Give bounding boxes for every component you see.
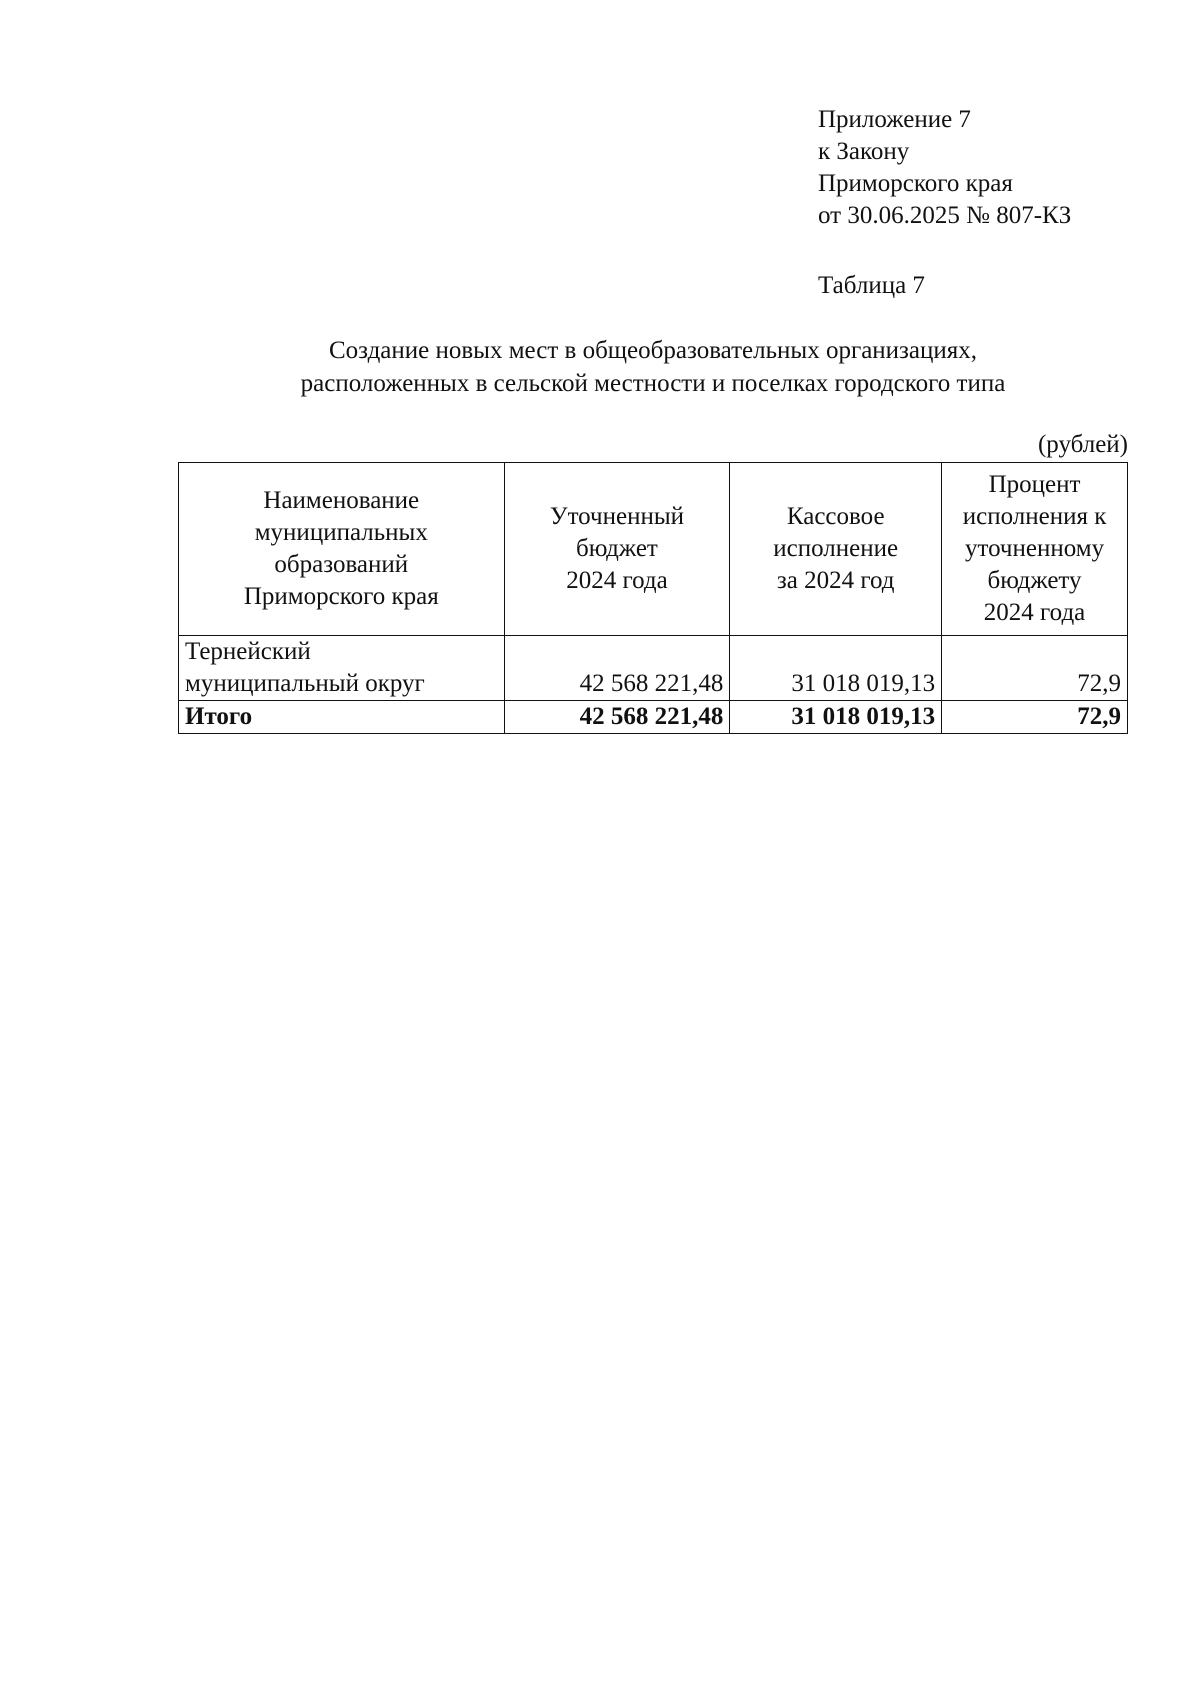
total-percent-cell: 72,9 [942, 701, 1128, 734]
total-execution-cell: 31 018 019,13 [730, 701, 942, 734]
title-line: расположенных в сельской местности и поселках городского типа [300, 370, 1006, 397]
header-text: муниципальных [254, 519, 428, 546]
header-text: 2024 года [983, 599, 1086, 626]
appendix-line: к Закону [818, 138, 910, 165]
title-line: Создание новых мест в общеобразовательных организациях, [328, 337, 978, 364]
header-text: Процент [988, 471, 1081, 498]
header-text: исполнение [773, 535, 899, 562]
header-text: бюджету [987, 567, 1082, 594]
percent-cell: 72,9 [942, 636, 1128, 701]
header-text: образований [274, 551, 409, 578]
document-title [178, 334, 1128, 400]
table-number: Таблица 7 [818, 272, 925, 299]
appendix-line: Приложение 7 [818, 106, 971, 133]
budget-table [178, 462, 1128, 734]
municipality-name: муниципальный округ [185, 670, 425, 697]
total-label: Итого [179, 701, 505, 734]
units-note: (рублей) [1037, 431, 1128, 458]
execution-cell: 31 018 019,13 [730, 636, 942, 701]
appendix-reference [818, 104, 1071, 232]
header-text: бюджет [576, 535, 658, 562]
municipality-name: Тернейский [185, 638, 311, 665]
table-header-row [179, 463, 1128, 636]
header-text: 2024 года [566, 567, 668, 594]
header-budget [504, 463, 730, 636]
appendix-line: от 30.06.2025 № 807-КЗ [818, 202, 1072, 229]
header-text: Наименование [263, 487, 420, 514]
header-text: исполнения к [962, 503, 1107, 530]
header-text: Приморского края [243, 583, 439, 610]
budget-cell: 42 568 221,48 [504, 636, 730, 701]
appendix-line: Приморского края [818, 170, 1013, 197]
total-budget-cell: 42 568 221,48 [504, 701, 730, 734]
header-text: Кассовое [786, 503, 885, 530]
municipality-name-cell [179, 636, 505, 701]
table-row [179, 636, 1128, 701]
header-text: уточненному [964, 535, 1105, 562]
header-percent [942, 463, 1128, 636]
header-municipality [179, 463, 505, 636]
total-row [179, 701, 1128, 734]
header-text: за 2024 год [776, 567, 895, 594]
header-execution [730, 463, 942, 636]
header-text: Уточненный [549, 503, 685, 530]
